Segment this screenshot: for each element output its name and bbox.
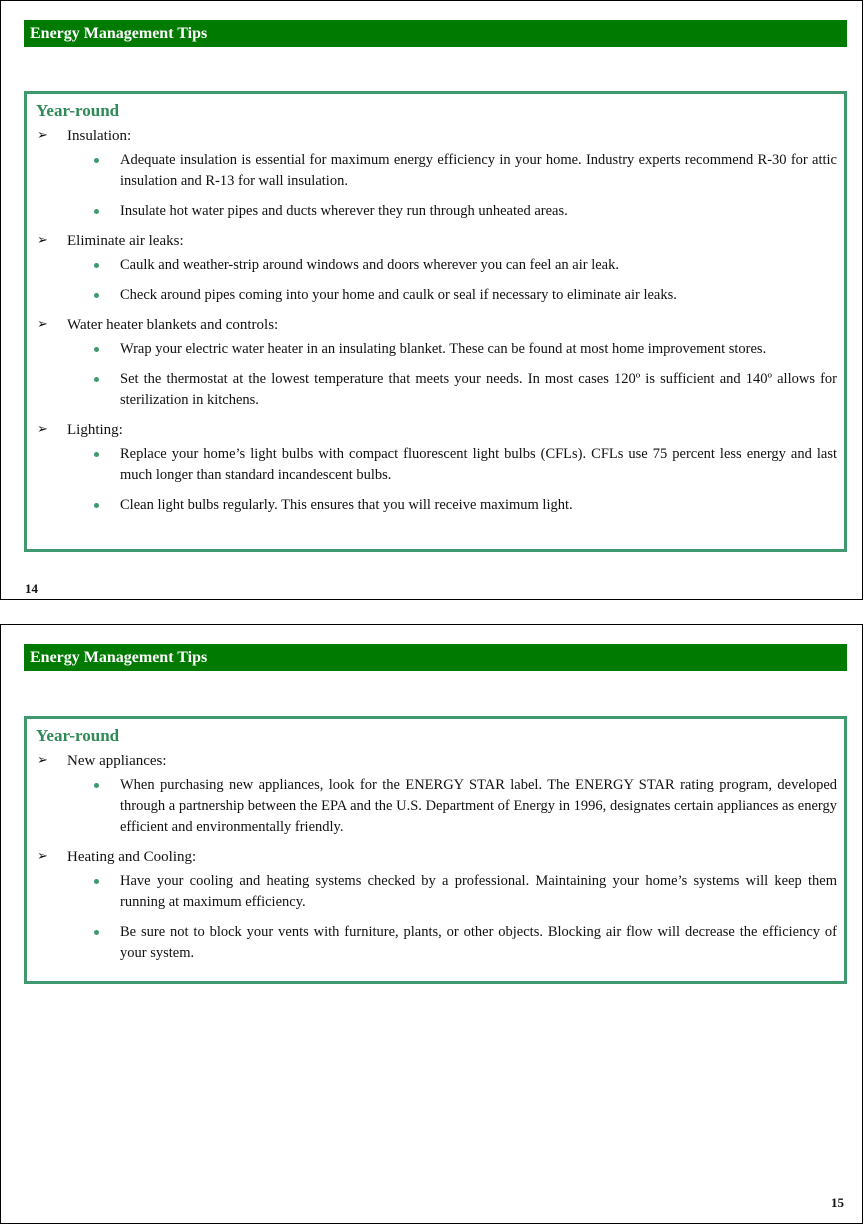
bullet-dot-icon <box>94 377 99 382</box>
arrowhead-icon: ➢ <box>37 317 48 332</box>
topic-title: Lighting: <box>67 422 123 438</box>
bullet-dot-icon <box>94 879 99 884</box>
list-item: Replace your home’s light bulbs with compact fluorescent light bulbs (CFLs). CFLs use 75 percent less energy and last much longer than standard incandescent bulbs. <box>36 444 837 486</box>
bullet-dot-icon <box>94 503 99 508</box>
bullet-dot-icon <box>94 293 99 298</box>
topic-new-appliances <box>36 751 837 838</box>
list-item: Wrap your electric water heater in an insulating blanket. These can be found at most home improvement stores. <box>36 339 837 360</box>
bullet-dot-icon <box>94 347 99 352</box>
topic-lighting <box>36 420 837 516</box>
list-item: When purchasing new appliances, look for the ENERGY STAR label. The ENERGY STAR rating program, developed through a partnership between the EPA and the U.S. Department of Energy in 1996, designates certain appliances as energy efficient and environmentally friendly. <box>36 775 837 838</box>
page-number: 14 <box>25 581 38 596</box>
arrowhead-icon: ➢ <box>37 849 48 864</box>
topic-title: Water heater blankets and controls: <box>67 317 279 333</box>
arrowhead-icon: ➢ <box>37 128 48 143</box>
tips-box <box>24 91 847 552</box>
topic-heating-cooling <box>36 847 837 964</box>
section-title: Year-round <box>36 101 120 120</box>
list-item: Adequate insulation is essential for maximum energy efficiency in your home. Industry experts recommend R-30 for attic insulation and R-13 for wall insulation. <box>36 150 837 192</box>
topic-water-heater <box>36 315 837 411</box>
arrowhead-icon: ➢ <box>37 233 48 248</box>
topic-title: New appliances: <box>67 753 167 769</box>
page-14 <box>0 0 863 600</box>
bullet-dot-icon <box>94 209 99 214</box>
bullet-dot-icon <box>94 930 99 935</box>
topic-air-leaks <box>36 231 837 306</box>
list-item: Set the thermostat at the lowest temperature that meets your needs. In most cases 120º is sufficient and 140º allows for sterilization in kitchens. <box>36 369 837 411</box>
list-item: Clean light bulbs regularly. This ensures that you will receive maximum light. <box>36 495 837 516</box>
bullet-dot-icon <box>94 263 99 268</box>
arrowhead-icon: ➢ <box>37 753 48 768</box>
topic-title: Insulation: <box>67 128 132 144</box>
topic-title: Eliminate air leaks: <box>67 233 184 249</box>
page-number: 15 <box>831 1195 844 1210</box>
list-item: Check around pipes coming into your home and caulk or seal if necessary to eliminate air leaks. <box>36 285 837 306</box>
topic-title: Heating and Cooling: <box>67 849 197 865</box>
tips-box <box>24 716 847 984</box>
arrowhead-icon: ➢ <box>37 422 48 437</box>
bullet-dot-icon <box>94 783 99 788</box>
section-title: Year-round <box>36 726 120 745</box>
list-item: Have your cooling and heating systems checked by a professional. Maintaining your home’s systems will keep them running at maximum efficiency. <box>36 871 837 913</box>
bullet-dot-icon <box>94 452 99 457</box>
list-item: Caulk and weather-strip around windows and doors wherever you can feel an air leak. <box>36 255 837 276</box>
page-header: Energy Management Tips <box>24 20 847 47</box>
list-item: Insulate hot water pipes and ducts wherever they run through unheated areas. <box>36 201 837 222</box>
page-15 <box>0 624 863 1224</box>
topic-insulation <box>36 126 837 222</box>
list-item: Be sure not to block your vents with furniture, plants, or other objects. Blocking air flow will decrease the efficiency of your system. <box>36 922 837 964</box>
page-header: Energy Management Tips <box>24 644 847 671</box>
bullet-dot-icon <box>94 158 99 163</box>
